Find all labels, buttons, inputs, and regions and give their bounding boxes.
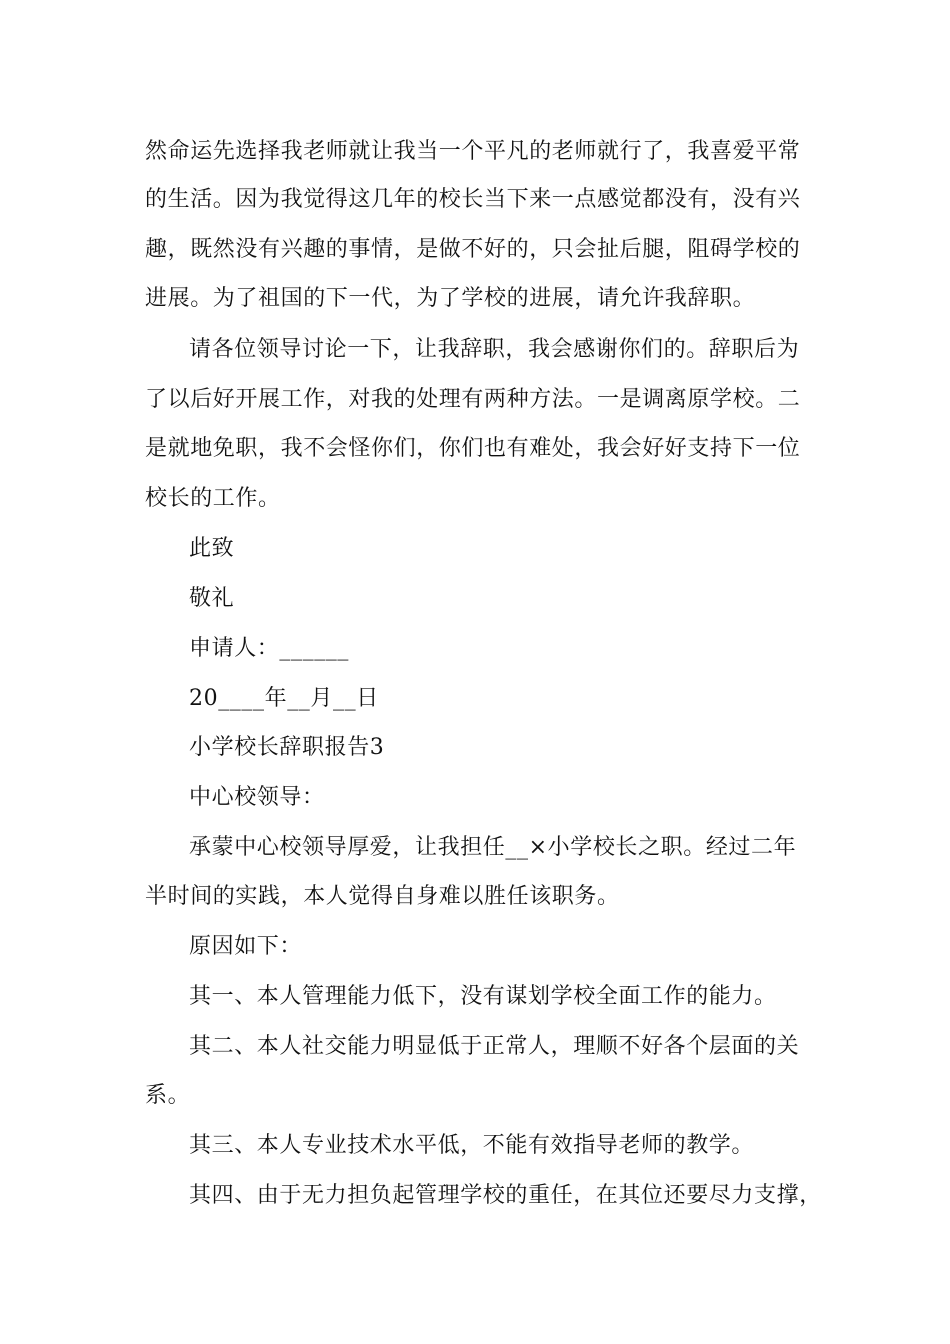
body-line: 半时间的实践，本人觉得自身难以胜任该职务。 [145, 884, 620, 909]
date-line: 20____年__月__日 [189, 686, 379, 711]
body-line: 校长的工作。 [145, 486, 281, 511]
closing-regards: 敬礼 [189, 586, 235, 611]
reason-item: 其三、本人专业技术水平低，不能有效指导老师的教学。 [189, 1133, 755, 1158]
section-title: 小学校长辞职报告3 [189, 735, 385, 760]
body-line: 了以后好开展工作，对我的处理有两种方法。一是调离原学校。二 [145, 387, 801, 412]
body-line: 是就地免职，我不会怪你们，你们也有难处，我会好好支持下一位 [145, 436, 801, 461]
body-line: 系。 [145, 1083, 191, 1108]
paragraph-first-line: 承蒙中心校领导厚爱，让我担任__×小学校长之职。经过二年 [189, 835, 797, 860]
paragraph-first-line: 请各位领导讨论一下，让我辞职，我会感谢你们的。辞职后为 [189, 337, 800, 362]
addressee: 中心校领导： [189, 785, 325, 810]
reason-item: 其一、本人管理能力低下，没有谋划学校全面工作的能力。 [189, 984, 777, 1009]
body-line: 的生活。因为我觉得这几年的校长当下来一点感觉都没有，没有兴 [145, 187, 801, 212]
body-line: 趣，既然没有兴趣的事情，是做不好的，只会扯后腿，阻碍学校的 [145, 237, 801, 262]
reasons-heading: 原因如下： [189, 934, 303, 959]
applicant-signature-line: 申请人：______ [189, 636, 350, 661]
body-line: 进展。为了祖国的下一代，为了学校的进展，请允许我辞职。 [145, 286, 756, 311]
closing-salutation: 此致 [189, 536, 235, 561]
reason-item: 其四、由于无力担负起管理学校的重任，在其位还要尽力支撑， [189, 1183, 822, 1208]
reason-item: 其二、本人社交能力明显低于正常人，理顺不好各个层面的关 [189, 1034, 800, 1059]
body-line: 然命运先选择我老师就让我当一个平凡的老师就行了，我喜爱平常 [145, 139, 801, 164]
